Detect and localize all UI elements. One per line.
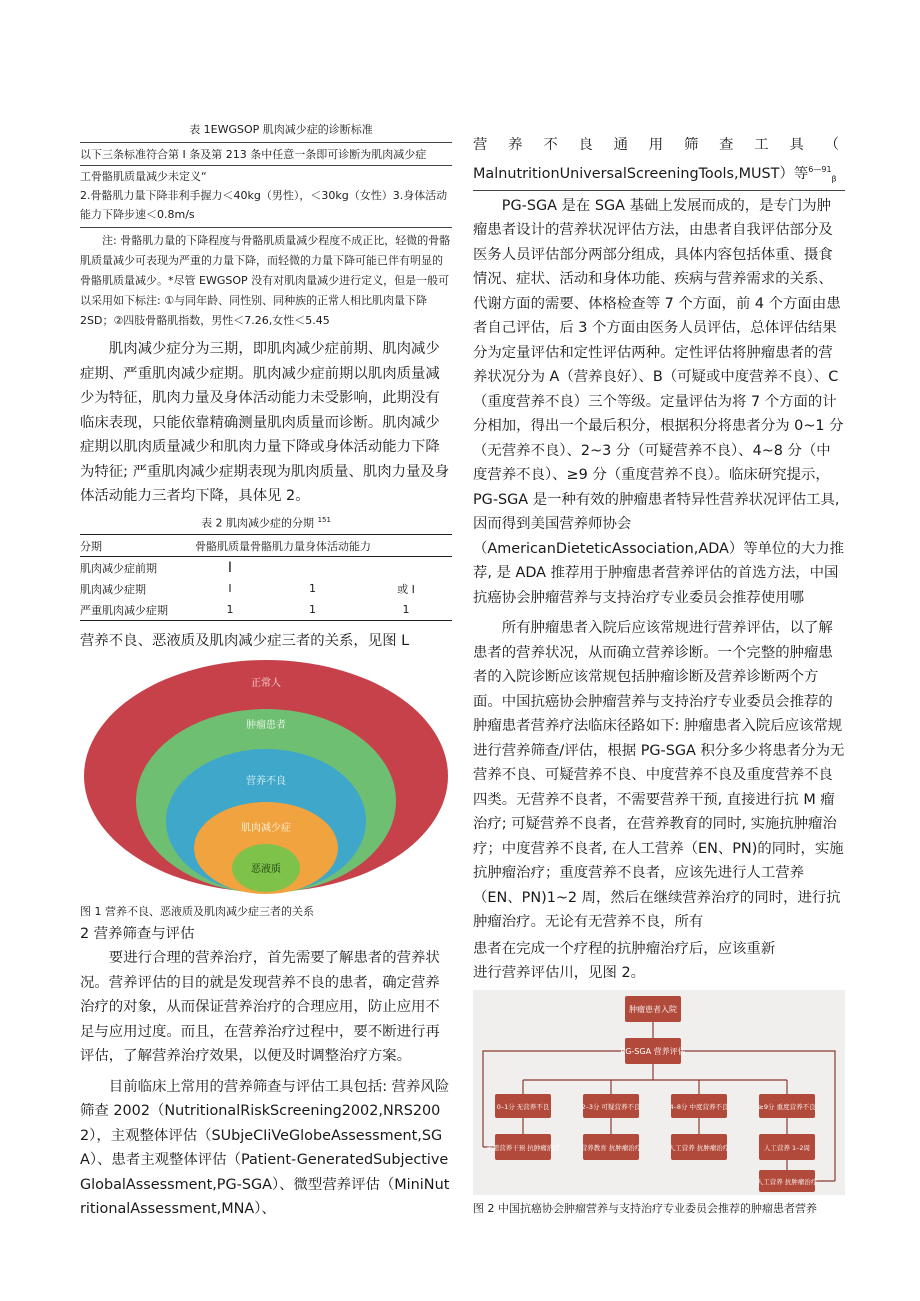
table2-title: 表 2 肌肉减少症的分期 $^{151}$ <box>201 515 331 530</box>
table1-rule: 以下三条标准符合第 I 条及第 213 条中任意一条即可诊断为肌肉减少症 <box>80 148 427 161</box>
flow-text: 2–3分 可疑营养不良 <box>581 1102 641 1111</box>
ring-label: 恶液质 <box>251 863 281 875</box>
ring-label: 正常人 <box>251 677 281 689</box>
table1-item-1: 工骨骼肌质量减少未定义“ <box>80 170 207 183</box>
flow-text: 4–8分 中度营养不良 <box>669 1102 729 1111</box>
screening-tools-paragraph: 目前临床上常用的营养筛查与评估工具包括: 营养风险筛查 2002（NutritionalRiskScreening2002,NRS2002），主观整体评估（SUbjeCIiVeGlobeAssessment,SGA）、患者主观整体评估（Patient-GeneratedSubjectiveGlobalAssessment,PG-SGA）、微型营养评估（MiniNutritionalAssessment,MNA）、 <box>80 1078 450 1218</box>
flow-text: ≥9分 重度营养不良 <box>758 1102 816 1111</box>
figure1 <box>80 658 452 903</box>
table2-header <box>80 535 452 557</box>
table-row: 肌肉减少症前期 I <box>80 559 233 576</box>
flow-text: 人工营养 1–2周 <box>763 1143 811 1152</box>
flow-text: 人工营养 抗肿瘤治疗 <box>668 1143 730 1152</box>
nested-rings-diagram <box>80 658 452 903</box>
figure2-caption: 图 2 中国抗癌协会肿瘤营养与支持治疗专业委员会推荐的肿瘤患者营养 <box>473 1201 817 1215</box>
flowchart <box>473 990 845 1195</box>
flow-text: 0–1分 无营养不良 <box>496 1102 550 1111</box>
routine-assessment-paragraph: 所有肿瘤患者入院后应该常规进行营养评估，以了解患者的营养状况，从而确立营养诊断。一个完整的肿瘤患者的入院诊断应该常规包括肿瘤诊断及营养诊断两个方面。中国抗癌协会肿瘤营养与支持治疗专业委员会推荐的肿瘤患者营养疗法临床径路如下: 肿瘤患者入院后应该常规进行营养筛查/评估，根据 PG-SGA 积分多少将患者分为无营养不良、可疑营养不良、中度营养不良及重度营养不良四类。无营养不良者，不需要营养干预, 直接进行抗 M 瘤治疗; 可疑营养不良者，在营养教育的同时, 实施抗肿瘤治疗；中度营养不良者, 在人工营养（EN、PN)的同时，实施抗肿瘤治疗；重度营养不良者，应该先进行人工营养（EN、PN)1~2 周，然后在继续营养治疗的同时，进行抗肿瘤治疗。无论有无营养不良，所有 <box>473 620 845 931</box>
section2-paragraph: 要进行合理的营养治疗，首先需要了解患者的营养状况。营养评估的目的就是发现营养不良的患者，确定营养治疗的对象，从而保证营养治疗的合理应用，防止应用不足与应用过度。而且，在营养治疗过程中，要不断进行再评估，了解营养治疗效果，以便及时调整治疗方案。 <box>80 950 440 1065</box>
right-column <box>473 120 845 1218</box>
figure1-caption: 图 1 营养不良、恶液质及肌肉减少症三者的关系 <box>80 904 314 918</box>
table1-note: 注: 骨骼肌力量的下降程度与骨骼肌质量减少程度不成正比，轻微的骨骼肌质量减少可表现为严重的力量下降，而轻微的力量下降可能已伴有明显的骨骼肌质量减少。*尽管 EWGSOP 没有对肌肉量减少进行定义，但是一般可以采用如下标注: ①与同年龄、同性别、同种族的正常人相比肌肉量下降 2SD；②四肢骨骼肌指数，男性＜7.26,女性＜5.45 <box>80 234 451 327</box>
table-row: 严重肌肉减少症期 1 1 1 <box>80 599 452 621</box>
ring-label: 营养不良 <box>246 775 286 787</box>
section2-heading: 2 营养筛查与评估 <box>80 925 195 942</box>
table-row: 肌肉减少症期 I 1 或 I <box>80 582 415 596</box>
flow-text: 人工营养 抗肿瘤治疗 <box>756 1177 818 1186</box>
table1-item-2: 2.骨骼肌力量下降非利手握力＜40kg（男性），＜30kg（女性）3.身体活动能力下降步速＜0.8m∕s <box>80 189 448 221</box>
flow-text: 营养教育 抗肿瘤治疗 <box>580 1143 642 1152</box>
must-line-2: MalnutritionUniversalScreeningTools,MUST）等$^{6—91}_\beta$ <box>473 164 837 184</box>
table2 <box>80 534 452 621</box>
must-line-1: 营养不良通用筛查工具（ <box>473 137 845 153</box>
after-treatment-line-1: 患者在完成一个疗程的抗肿瘤治疗后，应该重新 <box>473 940 776 957</box>
table2-header-stage: 分期 <box>80 539 102 553</box>
ring-label: 肿瘤患者 <box>246 719 286 731</box>
figure2 <box>473 990 845 1195</box>
sarcopenia-stages-paragraph: 肌肉减少症分为三期，即肌肉减少症前期、肌肉减少症期、严重肌肉减少症期。肌肉减少症前期以肌肉质量减少为特征，肌肉力量及身体活动能力未受影响，此期没有临床表现，只能依靠精确测量肌肉质量而诊断。肌肉减少症期以肌肉质量减少和肌肉力量下降或身体活动能力下降为特征; 严重肌肉减少症期表现为肌肉质量、肌肉力量及身体活动能力三者均下降，具体见 2。 <box>80 341 450 504</box>
pgsga-paragraph: PG-SGA 是在 SGA 基础上发展而成的，是专门为肿瘤患者设计的营养状况评估方法，由患者自我评估部分及医务人员评估部分两部分组成，具体内容包括体重、摄食情况、症状、活动和身体功能、疾病与营养需求的关系、代谢方面的需要、体格检查等 7 个方面，前 4 个方面由患者自己评估，后 3 个方面由医务人员评估，总体评估结果分为定量评估和定性评估两种。定性评估将肿瘤患者的营养状况分为 A（营养良好）、B（可疑或中度营养不良）、C（重度营养不良）三个等级。定量评估为将 7 个方面的计分相加，得出一个最后积分，根据积分将患者分为 0~1 分（无营养不良）、2~3 分（可疑营养不良）、4~8 分（中度营养不良）、≥9 分（重度营养不良）。临床研究提示，PG-SGA 是一种有效的肿瘤患者特异性营养状况评估工具, 因而得到美国营养师协会（AmericanDieteticAssociation,ADA）等单位的大力推荐, 是 ADA 推荐用于肿瘤患者营养评估的首选方法，中国抗癌协会肿瘤营养与支持治疗专业委员会推荐使用哪 <box>473 197 845 606</box>
flow-text: 肿瘤患者入院 <box>629 1004 677 1014</box>
table1-title: 表 1EWGSOP 肌肉减少症的诊断标准 <box>189 123 373 136</box>
relation-line: 营养不良、恶液质及肌肉减少症三者的关系，见图 L <box>80 633 410 650</box>
left-column <box>80 120 452 1222</box>
flow-text: 无需营养干预 抗肿瘤治疗 <box>486 1143 560 1152</box>
after-treatment-line-2: 进行营养评估川，见图 2。 <box>473 965 646 982</box>
ring-label: 肌肉减少症 <box>241 822 291 834</box>
table2-header-criteria: 骨骼肌质量骨骼肌力量身体活动能力 <box>195 539 371 553</box>
flow-text: PG-SGA 营养评估 <box>620 1046 686 1056</box>
